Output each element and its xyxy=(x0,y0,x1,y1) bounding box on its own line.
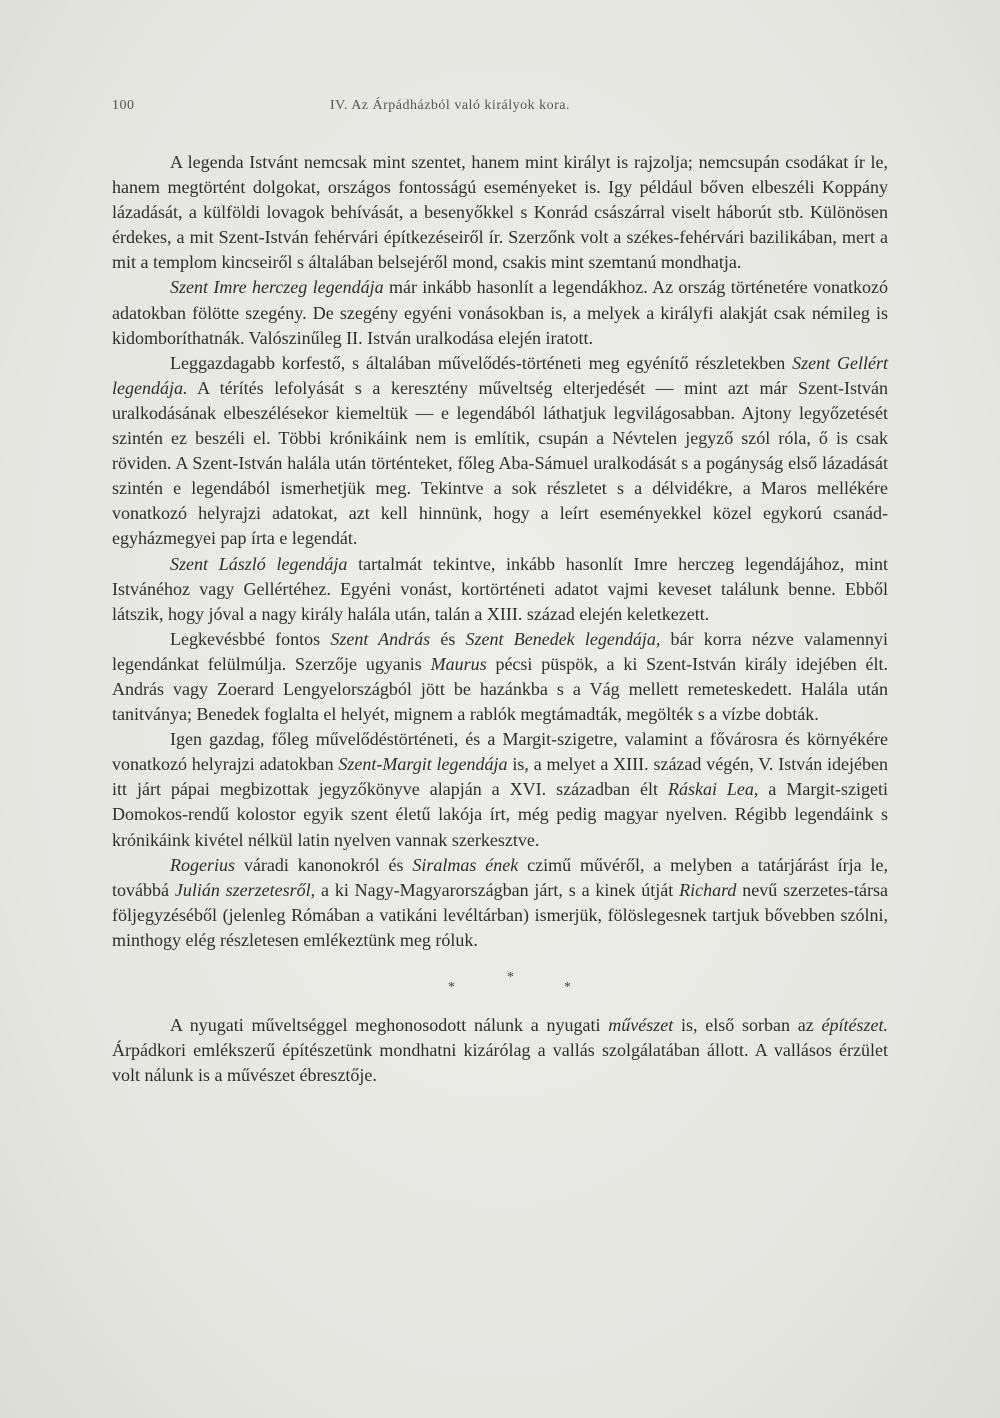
separator-asterisk: * xyxy=(564,980,571,995)
italic-text: Szent Gellért legendája. xyxy=(112,352,888,398)
text-run: már inkább hasonlít a legendákhoz. Az ország történetére vonatkozó adatokban fölötte szegény. De szegény egyéni vonásokban is, a melyek a királyfi alakját csak némileg is kidomboríthatnák. Valószinűleg II. István uralkodása elején iratott. xyxy=(112,277,888,348)
paragraph xyxy=(112,627,888,727)
text-run: a ki Nagy-Magyarországban járt, s a kinek útját xyxy=(315,879,680,900)
text-run: Leggazdagabb korfestő, s általában művelődés-történeti meg egyénítő részletekben xyxy=(170,352,793,373)
text-run: Igen gazdag, főleg művelődéstörténeti, és a Margit-szigetre, valamint a fővárosra és környékére vonatkozó helyrajzi adatokban xyxy=(112,729,888,775)
italic-text: építészet. xyxy=(821,1015,888,1035)
text-run: czimű művéről, a melyben a tatárjárást írja le, továbbá xyxy=(112,854,888,900)
body-text xyxy=(112,150,888,1088)
paragraph xyxy=(112,275,888,350)
paragraph xyxy=(112,552,888,627)
italic-text: Szent László legendája xyxy=(170,553,348,574)
italic-text: művészet xyxy=(608,1015,674,1035)
paragraphs-before-separator xyxy=(112,150,888,953)
italic-text: Ráskai Lea, xyxy=(667,779,759,800)
text-run: is, első sorban az xyxy=(673,1015,822,1035)
paragraph xyxy=(112,150,888,275)
text-run: tartalmát tekintve, inkább hasonlít Imre herczeg legendájához, mint Istvánéhoz vagy Gellértéhez. Egyéni vonást, kortörténeti adatot vajmi keveset találunk benne. Ebből látszik, hogy jóval a nagy király halála után, talán a XIII. század elején keletkezett. xyxy=(112,553,888,624)
running-head xyxy=(112,98,892,120)
italic-text: Szent-Margit legendája xyxy=(338,754,508,775)
text-run: Árpádkori emlékszerű építészetünk mondhatni kizárólag a vallás szolgálatában állott. A vallásos érzület volt nálunk is a művészet ébresztője. xyxy=(112,1040,888,1086)
italic-text: Julián szerzetesről, xyxy=(174,879,316,900)
text-run: is, a melyet a XIII. század végén, V. István idejében itt járt pápai megbizottak jegyzőkönyve alapján a XVI. században élt xyxy=(112,754,889,800)
text-run: bár korra nézve valamennyi legendánkat felülmúlja. Szerzője ugyanis xyxy=(112,628,888,674)
text-run: Legkevésbbé fontos xyxy=(170,628,331,649)
separator-asterisk: * xyxy=(507,970,514,985)
paragraph xyxy=(112,727,888,852)
italic-text: Siralmas ének xyxy=(412,854,519,875)
paragraphs-after-separator xyxy=(112,1013,888,1088)
text-run: nevű szerzetes-társa följegyzéséből (jelenleg Rómában a vatikáni levéltárban) ismerjük, fölöslegesnek tartjuk bővebben szólni, minthogy elég részletesen emlékeztünk meg róluk. xyxy=(112,879,888,950)
paragraph xyxy=(112,1013,888,1088)
text-run: a Margit-szigeti Domokos-rendű kolostor egyik szent életű lakója írt, még pedig magyar nyelven. Régibb legendáink s krónikáink kivétel nélkül latin nyelven vannak szerkesztve. xyxy=(112,779,888,850)
page-number: 100 xyxy=(112,98,135,113)
italic-text: Szent Imre herczeg legendája xyxy=(170,277,384,298)
text-run: A legenda Istvánt nemcsak mint szentet, hanem mint királyt is rajzolja; nemcsupán csodákat ír le, hanem megtörtént dolgokat, országos fontosságú eseményeket is. Igy például bőven elbeszéli Koppány lázadását, a külföldi lovagok behívását, a besenyőkkel s Konrád császárral viselt háborút stb. Különösen érdekes, a mit Szent-István fehérvári építkezéseiről ír. Szerzőnk volt a székes-fehérvári bazilikában, mert a mit a templom kincseiről s általában belsejéről mond, csakis mint szemtanú mondhatja. xyxy=(112,152,888,273)
italic-text: Maurus xyxy=(430,653,487,674)
text-run: váradi kanonokról és xyxy=(235,854,413,875)
text-run: A nyugati műveltséggel meghonosodott nálunk a nyugati xyxy=(170,1015,609,1035)
text-run: és xyxy=(430,628,466,649)
text-run: pécsi püspök, a ki Szent-István király idejében élt. András vagy Zoerard Lengyelországból jött be hazánkba s a Vág mellett remeteskedett. Halála után tanitványa; Benedek foglalta el helyét, mignem a rablók megtámadták, megölték s a vízbe dobták. xyxy=(112,653,888,725)
italic-text: Szent András xyxy=(330,628,431,649)
paragraph xyxy=(112,853,888,953)
paragraph xyxy=(112,351,888,552)
italic-text: Rogerius xyxy=(170,854,235,875)
text-run: A térítés lefolyását s a keresztény műveltség elterjedését — mint azt már Szent-István uralkodásának elbeszélésekor kiemeltük — e legendából láthatjuk legvilágosabban. Ajtony legyőzetését szintén ez beszéli el. Többi krónikáink nem is említik, csupán a Névtelen jegyző szól róla, ő is csak röviden. A Szent-István halála után történteket, főleg Aba-Sámuel uralkodását s a pogányság első lázadását szintén e legendából ismerhetjük meg. Tekintve a sok részletet s a délvidékre, a Maros mellékére vonatkozó helyrajzi adatokat, azt kell hinnünk, hogy a leírt eseményekkel közel egykorú csanád-egyházmegyei pap írta e legendát. xyxy=(112,377,888,549)
italic-text: Szent Benedek legendája, xyxy=(465,628,661,649)
separator-asterisk: * xyxy=(448,980,455,995)
chapter-title: IV. Az Árpádházból való királyok kora. xyxy=(330,98,570,113)
italic-text: Richard xyxy=(679,879,737,900)
section-separator xyxy=(112,970,888,995)
